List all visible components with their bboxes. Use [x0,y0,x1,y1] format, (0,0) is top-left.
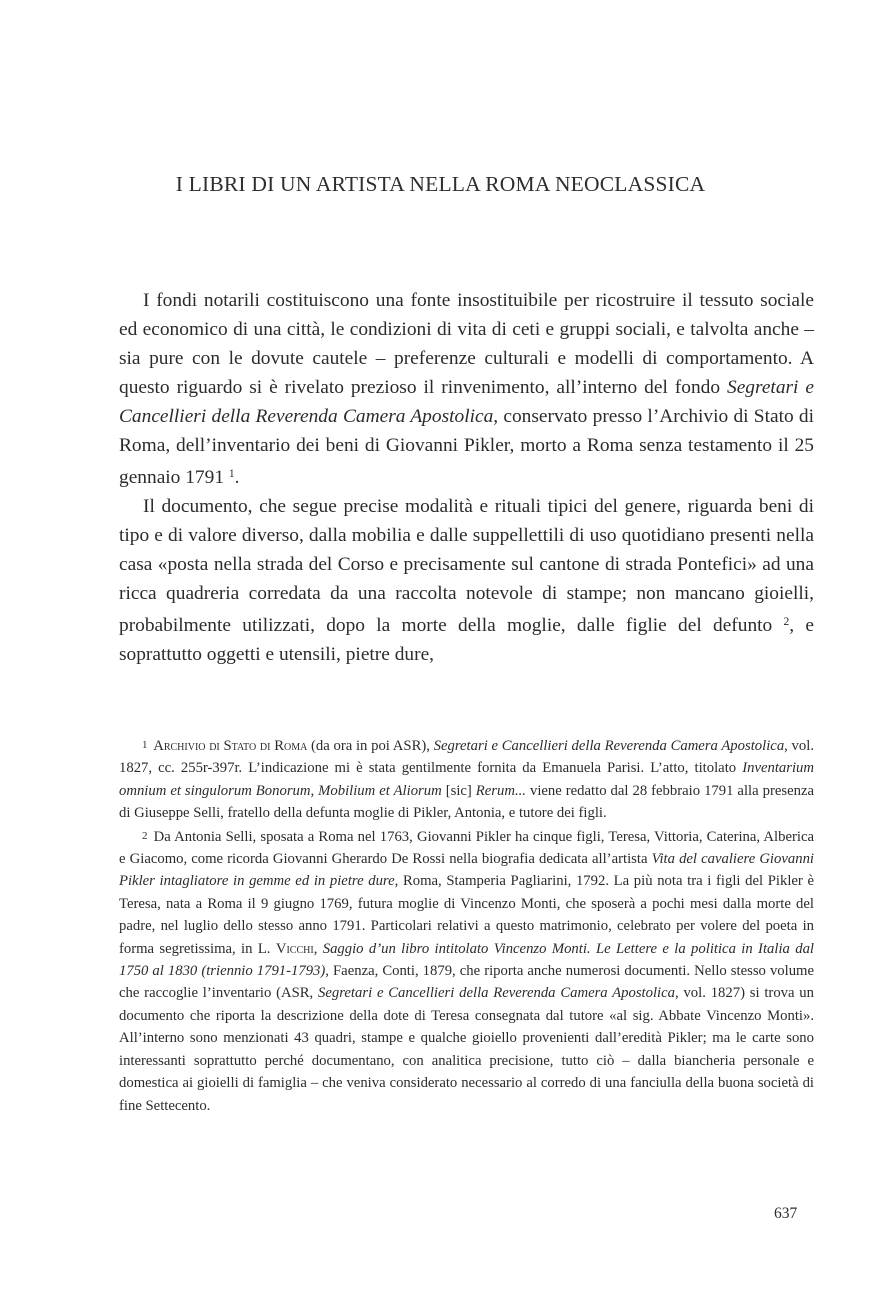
footnote-1-text-e: [sic] [441,782,476,799]
paragraph-2 [119,492,814,669]
footnote-2 [119,825,814,1117]
footnote-2-italic-g: Segretari e Cancellieri della Reverenda Camera Apostolica [318,985,675,1002]
footnote-1-text-a: (da ora in poi ASR), [307,738,434,754]
footnote-2-text-a: Da Antonia Selli, sposata a Roma nel 1763, Giovanni Pikler ha cinque figli, Teresa, Vittoria, Caterina, Alberica e Giacomo, come ricorda Giovanni Gherardo De Rossi nella biografia dedicata all’artista [119,828,814,868]
footnote-2-text-c: , Roma, Stamperia Pagliarini, 1792. La più nota tra i figli del Pikler è Teresa, nata a Roma il 9 giugno 1769, futura moglie di Vincenzo Monti, che sposerà a pochi mesi dalla morte del padre, nel luglio dello stesso anno 1791. Particolari relativi a questo matrimonio, celebrato per volere del poeta in forma segretissima, in L. [119,873,814,957]
footnote-1-italic-f: Rerum... [475,782,526,799]
chapter-title: I LIBRI DI UN ARTISTA NELLA ROMA NEOCLASSICA [175,172,706,196]
footnote-1-archive: Archivio di Stato di Roma [153,738,308,754]
footnote-1-italic-d: Inventarium omnium et singulorum Bonorum, Mobilium et Aliorum [119,760,814,799]
body-text [119,286,814,669]
paragraph-1-italic-fund: Segretari e Cancellieri della Reverenda Camera Apostolica [119,377,815,427]
page-number: 637 [774,1205,798,1222]
footnote-2-italic-b: Vita del cavaliere Giovanni Pikler intagliatore in gemme ed in pietre dure [119,851,814,890]
paragraph-1-text-d: . [234,467,240,488]
footnote-ref-1[interactable]: 1 [228,468,235,480]
footnote-1-number: 1 [142,739,148,751]
footnote-1-text-c: , vol. 1827, cc. 255r-397r. L’indicazione mi è stata gentilmente fornita da Emanuela Parisi. L’atto, titolato [119,738,814,777]
paragraph-1 [119,286,814,492]
paragraph-2-text-a: Il documento, che segue precise modalità e rituali tipici del genere, riguarda beni di tipo e di valore diverso, dalla mobilia e dalle suppellettili di uso quotidiano presenti nella casa «posta nella strada del Corso e precisamente sul cantone di strada Pontefici» ad una ricca quadreria corredata da una raccolta notevole di stampe; non mancano gioielli, probabilmente utilizzati, dopo la morte della moglie, dalle figlie del defunto [119,496,814,636]
footnote-2-number: 2 [142,829,148,842]
footnote-2-text-f: , Faenza, Conti, 1879, che riporta anche numerosi documenti. Nello stesso volume che raccoglie l’inventario (ASR, [119,963,814,1002]
footnote-2-italic-e: Saggio d’un libro intitolato Vincenzo Monti. Le Lettere e la politica in Italia dal 1750 al 1830 (triennio 1791-1793) [119,940,814,980]
footnote-ref-2[interactable]: 2 [783,616,790,628]
footnote-1-text-g: viene redatto dal 28 febbraio 1791 alla presenza di Giuseppe Selli, fratello della defunta moglie di Pikler, Antonia, e tutore dei figli. [119,782,814,822]
footnote-2-text-d: , [313,940,323,957]
footnotes [119,734,814,1117]
paragraph-2-text-b: , e soprattutto oggetti e utensili, pietre dure, [119,615,814,665]
paragraph-1-text-a: I fondi notarili costituiscono una fonte insostituibile per ricostruire il tessuto sociale ed economico di una città, le condizioni di vita di ceti e gruppi sociali, e talvolta anche – sia pure con le dovute cautele – preferenze culturali e modelli di comportamento. A questo riguardo si è rivelato prezioso il rinvenimento, all’interno del fondo [119,290,814,398]
footnote-1-italic-b: Segretari e Cancellieri della Reverenda Camera Apostolica [433,738,785,754]
footnote-1 [119,734,814,825]
footnote-2-text-h: , vol. 1827) si trova un documento che riporta la descrizione della dote di Teresa consegnata dal tutore «al sig. Abbate Vincenzo Monti». All’interno sono menzionati 43 quadri, stampe e qualche gioiello provenienti dall’eredità Pikler; ma le carte sono interessanti soprattutto perché documentano, con analitica precisione, tutto ciò – dalla biancheria personale e domestica ai gioielli di famiglia – che veniva considerato necessario al corredo di una fanciulla della buona società di fine Settecento. [119,985,814,1114]
paragraph-1-text-c: , conservato presso l’Archivio di Stato di Roma, dell’inventario dei beni di Giovanni Pikler, morto a Roma senza testamento il 25 gennaio 1791 [119,406,814,488]
footnote-2-author: Vicchi [275,940,314,957]
